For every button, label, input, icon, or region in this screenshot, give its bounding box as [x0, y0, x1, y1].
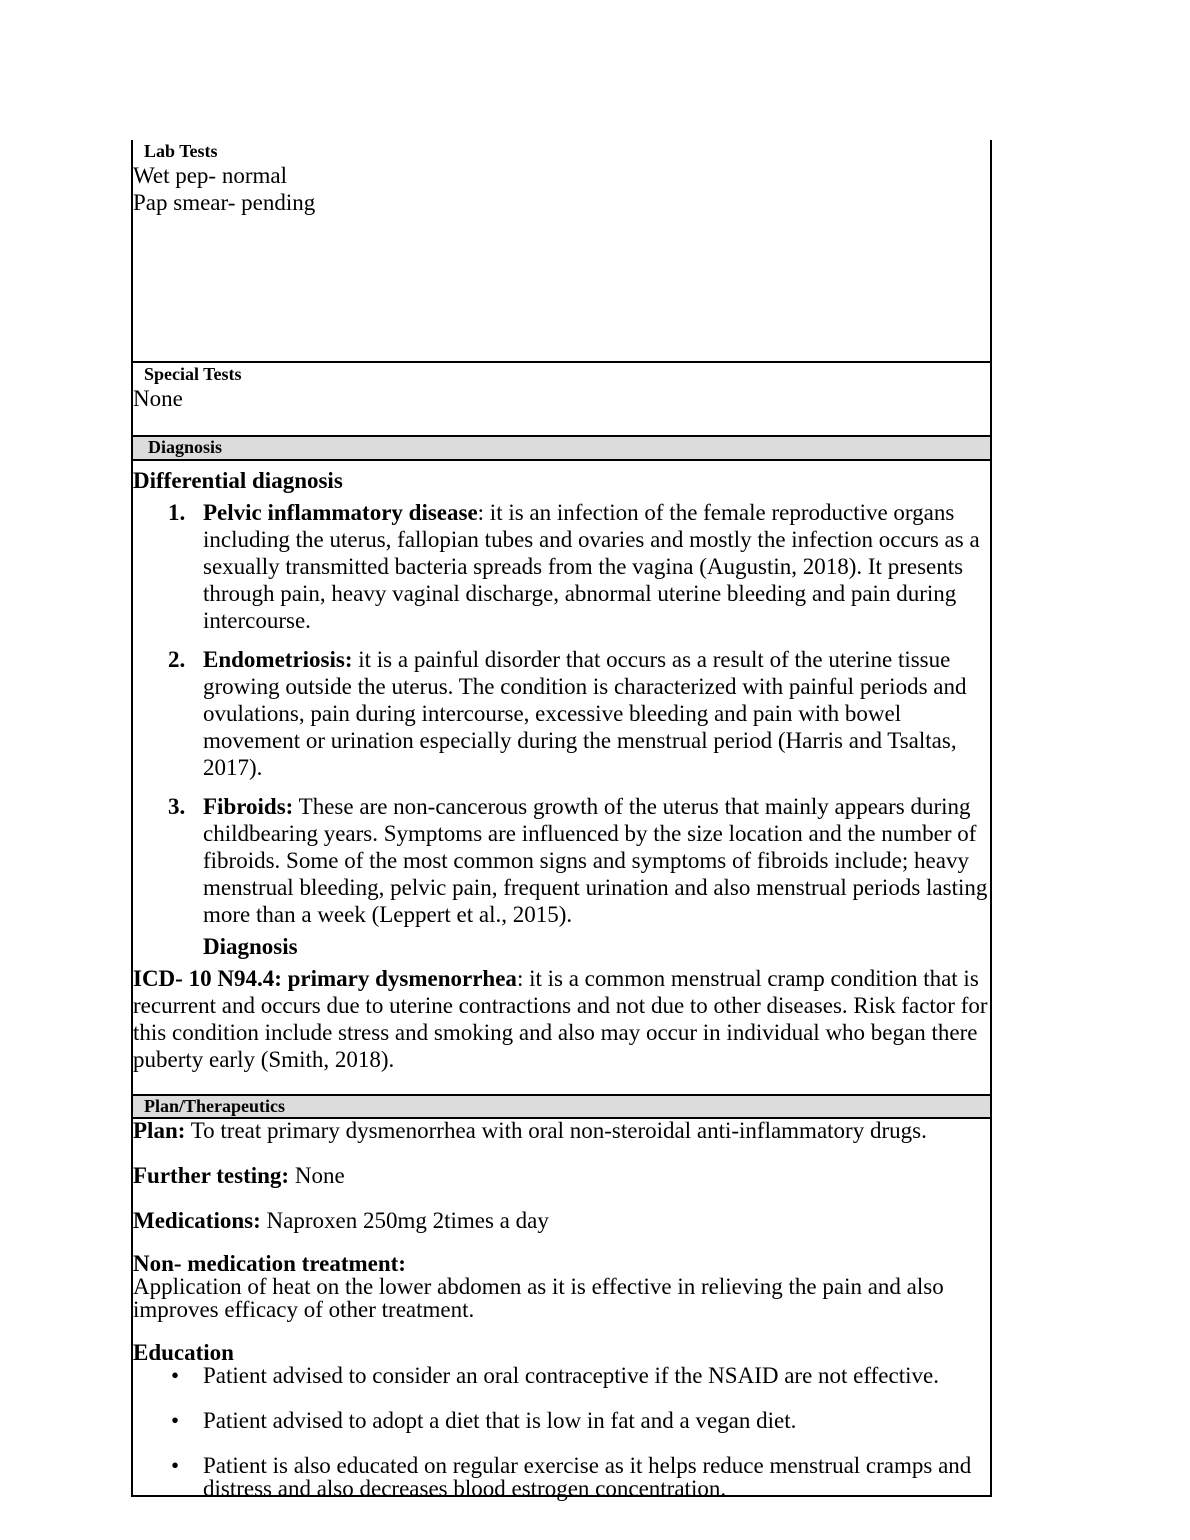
differential-text: These are non-cancerous growth of the uterus that mainly appears during childbearing years. Symptoms are influenced by the size location and the number of fibroids. Some of the most common signs and symptoms of fibroids include; heavy menstrual bleeding, pelvic pain, frequent urination and also menstrual periods lasting more than a week (Leppert et al., 2015). [203, 794, 988, 927]
final-diagnosis-term: ICD- 10 N94.4: primary dysmenorrhea [133, 966, 517, 991]
plan-section [133, 1117, 990, 1500]
further-testing-text: None [289, 1163, 345, 1188]
diagnosis-section-label: Diagnosis [148, 437, 223, 457]
education-item-text: Patient advised to consider an oral contraceptive if the NSAID are not effective. [203, 1363, 939, 1388]
education-item [133, 1409, 990, 1432]
special-tests-label: Special Tests [144, 364, 242, 384]
non-medication-label: Non- medication treatment: [133, 1251, 406, 1276]
bullet-icon: • [171, 1453, 180, 1478]
lab-tests-label: Lab Tests [144, 141, 218, 161]
differential-item [133, 646, 990, 781]
education-item [133, 1454, 990, 1500]
item-number: 3. [168, 794, 186, 819]
bullet-icon: • [171, 1363, 180, 1388]
special-tests-section [133, 363, 990, 412]
item-number: 1. [168, 500, 186, 525]
differential-item [133, 499, 990, 634]
final-diagnosis [133, 965, 990, 1073]
differential-term: Pelvic inflammatory disease [203, 500, 478, 525]
lab-tests-section [133, 140, 990, 216]
education-label: Education [133, 1340, 234, 1365]
item-number: 2. [168, 647, 186, 672]
lab-test-result: Pap smear- pending [133, 190, 316, 215]
differential-list [133, 499, 990, 928]
plan-header-bar [133, 1094, 990, 1119]
education-item-text: Patient advised to adopt a diet that is low in fat and a vegan diet. [203, 1408, 797, 1433]
differential-term: Fibroids: [203, 794, 294, 819]
education-item-text: Patient is also educated on regular exercise as it helps reduce menstrual cramps and distress and also decreases blood estrogen concentration. [203, 1453, 972, 1501]
differential-diagnosis-heading: Differential diagnosis [133, 468, 343, 493]
plan-section-label: Plan/Therapeutics [144, 1096, 286, 1116]
differential-item [133, 793, 990, 928]
diagnosis-section [133, 467, 990, 1073]
further-testing-line [133, 1162, 990, 1189]
further-testing-label: Further testing: [133, 1163, 290, 1188]
differential-text: : it is an infection of the female reproductive organs including the uterus, fallopian tubes and ovaries and mostly the infection occurs as a sexually transmitted bacteria spreads from the vagina (Augustin, 2018). It presents through pain, heavy vaginal discharge, abnormal uterine bleeding and pain during intercourse. [203, 500, 980, 633]
plan-label: Plan: [133, 1118, 186, 1143]
differential-term: Endometriosis: [203, 647, 353, 672]
medications-line [133, 1207, 990, 1234]
bullet-icon: • [171, 1408, 180, 1433]
non-medication-text: Application of heat on the lower abdomen as it is effective in relieving the pain and also improves efficacy of other treatment. [133, 1274, 944, 1322]
education-item [133, 1364, 990, 1387]
plan-line [133, 1117, 990, 1144]
education-list [133, 1364, 990, 1500]
lab-test-result: Wet pep- normal [133, 163, 287, 188]
final-diagnosis-text: : it is a common menstrual cramp condition that is recurrent and occurs due to uterine contractions and not due to other diseases. Risk factor for this condition include stress and smoking and also may occur in individual who began there puberty early (Smith, 2018). [133, 966, 988, 1072]
plan-text: To treat primary dysmenorrhea with oral non-steroidal anti-inflammatory drugs. [185, 1118, 927, 1143]
special-tests-value: None [133, 386, 183, 411]
diagnosis-subheading: Diagnosis [203, 934, 298, 959]
medications-text: Naproxen 250mg 2times a day [260, 1208, 549, 1233]
clinical-note-table [131, 140, 992, 1501]
differential-text: it is a painful disorder that occurs as a result of the uterine tissue growing outside the uterus. The condition is characterized with painful periods and ovulations, pain during intercourse, excessive bleeding and pain with bowel movement or urination especially during the menstrual period (Harris and Tsaltas, 2017). [203, 647, 967, 780]
medications-label: Medications: [133, 1208, 261, 1233]
diagnosis-header-bar [133, 435, 990, 461]
